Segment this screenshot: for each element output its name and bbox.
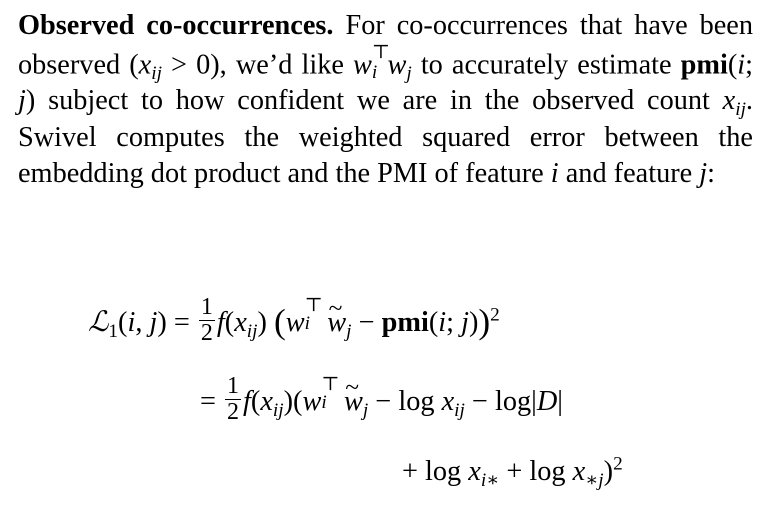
pmi-term-eq: pmi [381,307,429,338]
loss-subscript: 1 [108,320,119,342]
equals-sign: = [173,307,190,338]
paragraph-heading: Observed co-occurrences. [18,10,334,41]
body-paragraph: Observed co-occurrences. For co-occurrences that have been observed $(x_{ij} > 0)$, we’d like w ⊤ i $w_j$ to accurately estimate pmi(i; j) subject to how confident we are in the observed count $x_{ij}$. Swivel computes the weighted squared error between the embedding dot product and the PMI of feature i and feature j: [18,10,753,190]
paragraph-text: For co-occurrences that have been observed ( [18,10,753,80]
equation-line-3: + $\log x_{i∗} + \log x_{∗j})^2$ [402,453,623,491]
paragraph-text: to accurately estimate [411,48,681,80]
exponent: 2 [490,304,500,326]
transpose-symbol: ⊤ [371,41,391,63]
pmi-term: pmi [680,48,728,80]
fraction-one-half: $\frac{1}{2}$ [200,293,213,346]
paragraph-text: : [707,158,716,190]
paragraph-text: subject to how confident we are in the observed count [35,85,723,117]
equation-line-2: = $\frac{1}{2}$ $f(x_{ij})(w$ ⊤ i ~ $w_j - \log x_{ij} - \log|D|$ [200,378,563,429]
paragraph-text: and feature [558,158,700,190]
equation-line-1: ℒ$_1$(i, j) = $\frac{1}{2}$ $f(x_{ij})$ (w ⊤ i ~ $w_j - pmi(i$; j))$^2$ [88,298,500,350]
loss-symbol: ℒ [88,305,109,338]
fraction-one-half-2: $\frac{1}{2}$ [227,373,240,426]
paragraph-text: . Swivel computes the weighted squared error between the embedding dot product and the PMI of feature [18,85,753,190]
paragraph-text: ), we’d like [210,48,354,80]
